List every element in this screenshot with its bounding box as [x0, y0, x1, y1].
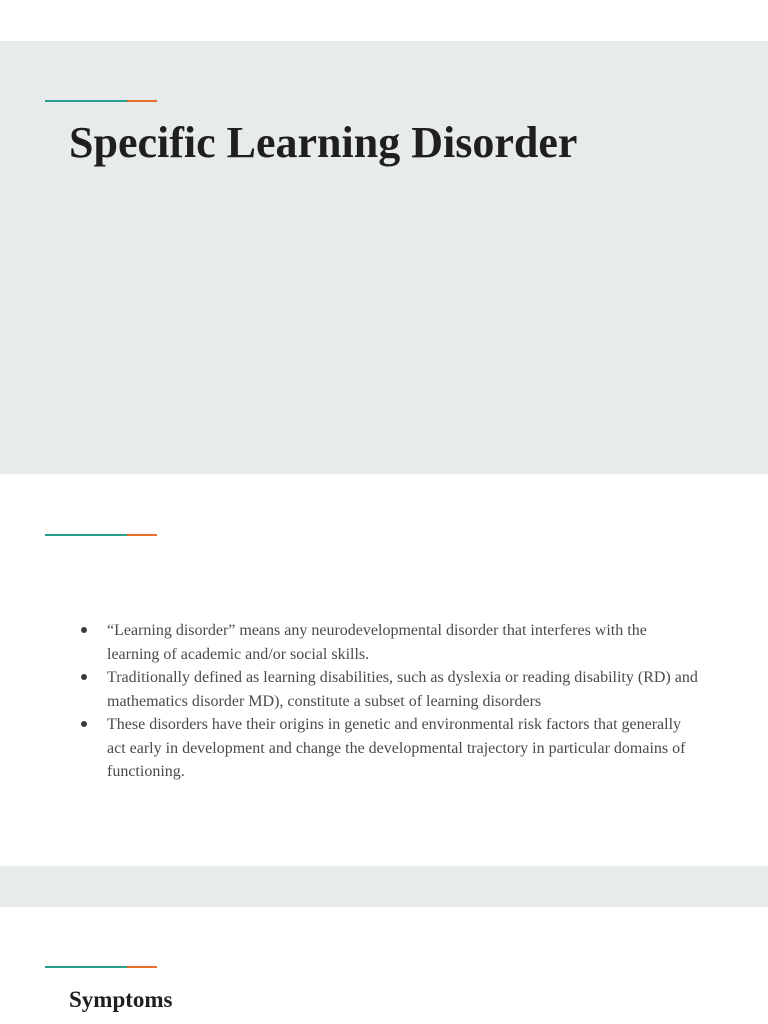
slide-title	[0, 41, 768, 474]
bullet-text: Traditionally defined as learning disabilities, such as dyslexia or reading disability (RD) and mathematics disorder MD), constitute a subset of learning disorders	[107, 669, 698, 710]
bullet-item	[80, 619, 700, 666]
accent-orange-segment	[127, 534, 157, 536]
accent-divider	[45, 100, 157, 102]
bullet-dot-icon	[81, 721, 87, 727]
accent-teal-segment	[45, 100, 127, 102]
slide-symptoms	[0, 907, 768, 1024]
slide-heading: Symptoms	[69, 987, 173, 1012]
slide-title-text: Specific Learning Disorder	[69, 118, 578, 167]
bullet-dot-icon	[81, 627, 87, 633]
bullet-item	[80, 713, 700, 784]
accent-orange-segment	[127, 966, 157, 968]
bullet-text: These disorders have their origins in genetic and environmental risk factors that generally act early in development and change the developmental trajectory in particular domains of functioning.	[107, 716, 686, 780]
slide-definition	[0, 474, 768, 866]
accent-teal-segment	[45, 534, 127, 536]
bullet-item	[80, 666, 700, 713]
bullet-list	[80, 619, 700, 784]
accent-divider	[45, 534, 157, 536]
bullet-dot-icon	[81, 674, 87, 680]
accent-divider	[45, 966, 157, 968]
slide-separator	[0, 866, 768, 907]
accent-teal-segment	[45, 966, 127, 968]
bullet-text: “Learning disorder” means any neurodevelopmental disorder that interferes with the learning of academic and/or social skills.	[107, 622, 647, 663]
accent-orange-segment	[127, 100, 157, 102]
